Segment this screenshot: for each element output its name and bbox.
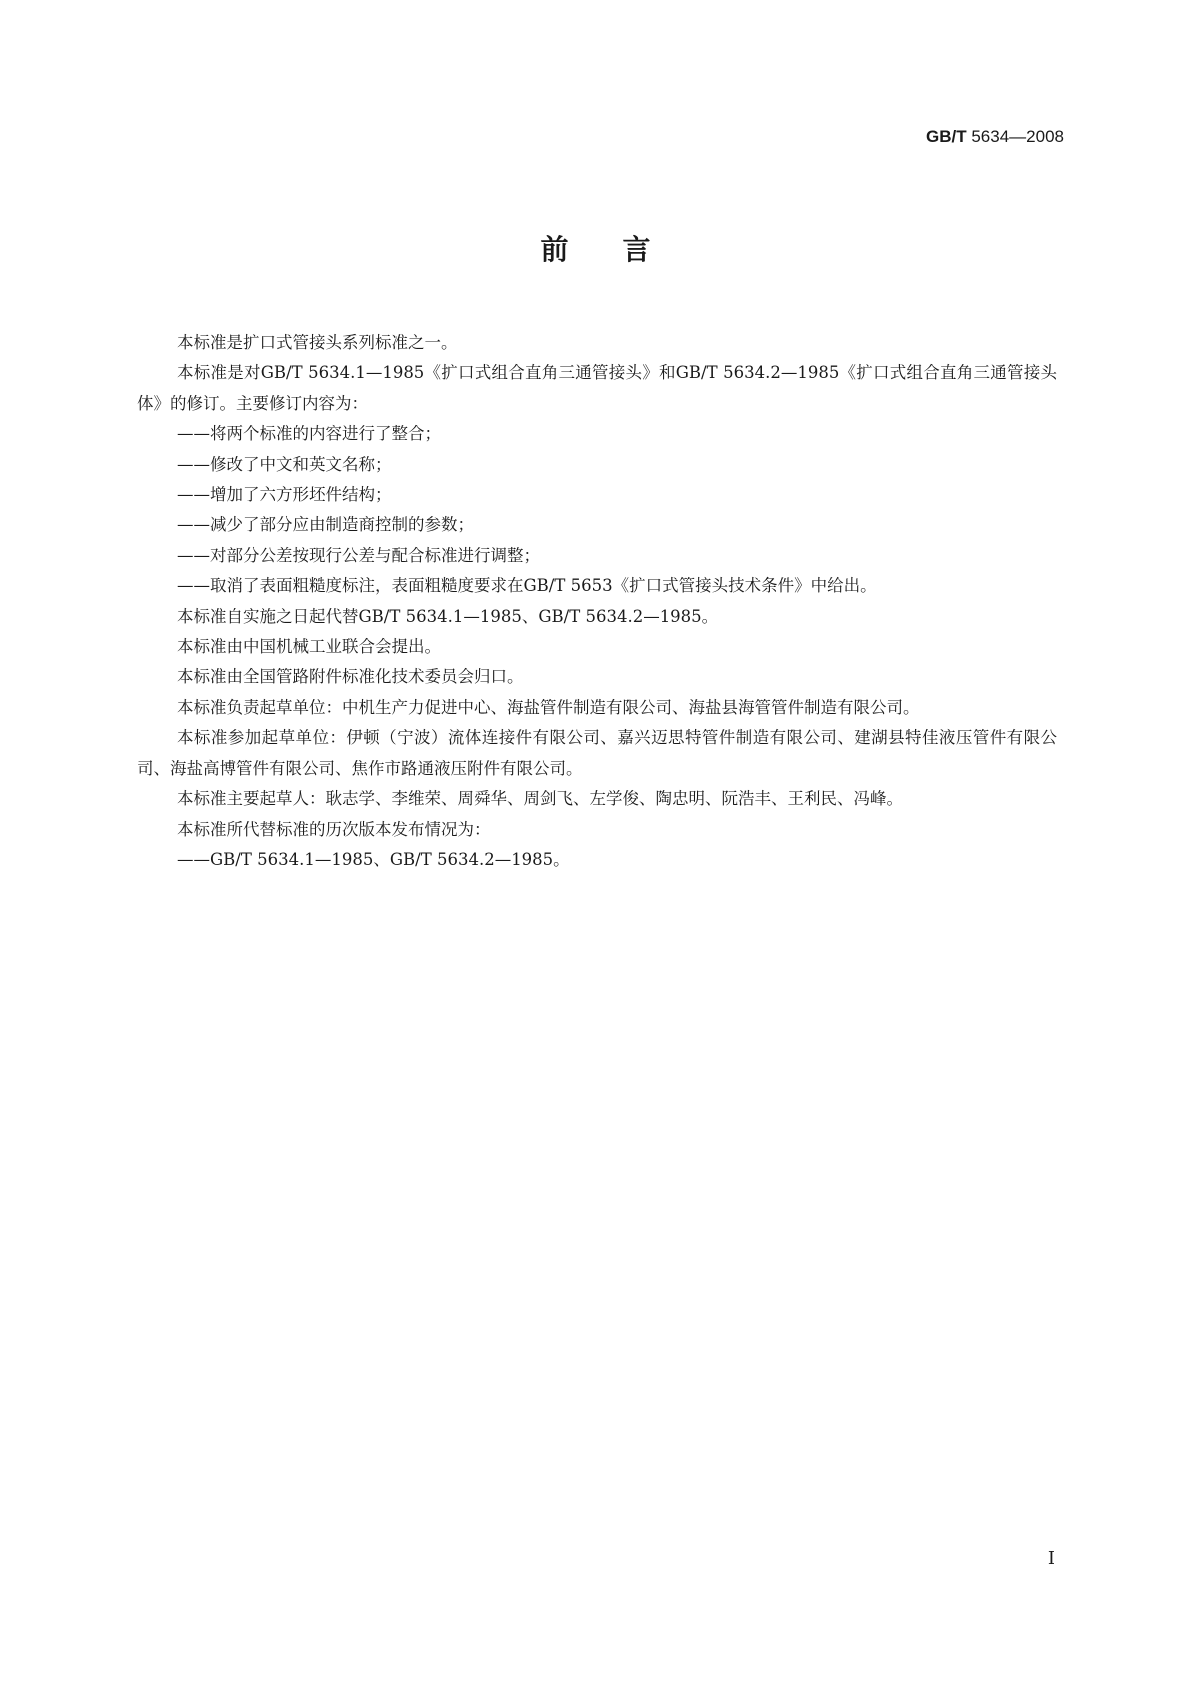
paragraph-version-history: 本标准所代替标准的历次版本发布情况为： [177, 819, 491, 839]
paragraph-participating-drafters: 本标准参加起草单位：伊顿（宁波）流体连接件有限公司、嘉兴迈思特管件制造有限公司、建湖县特佳液压管件有限公司、海盐高博管件有限公司、焦作市路通液压附件有限公司。 [137, 728, 1057, 778]
page-number: I [1047, 1548, 1055, 1569]
page-title: 前言 [540, 233, 705, 266]
paragraph-replacement: 本标准自实施之日起代替GB/T 5634.1—1985、GB/T 5634.2—1985。 [177, 606, 719, 626]
paragraph-lead-drafters: 本标准负责起草单位：中机生产力促进中心、海盐管件制造有限公司、海盐县海管管件制造有限公司。 [177, 697, 920, 717]
list-item-revision: ——将两个标准的内容进行了整合； [177, 424, 441, 444]
list-item-revision: ——取消了表面粗糙度标注，表面粗糙度要求在GB/T 5653《扩口式管接头技术条件》中给出。 [177, 576, 877, 596]
paragraph-series-intro: 本标准是扩口式管接头系列标准之一。 [177, 333, 458, 352]
list-item-revision: ——对部分公差按现行公差与配合标准进行调整； [177, 545, 540, 565]
standard-code-number: 5634—2008 [966, 127, 1064, 146]
paragraph-main-drafters: 本标准主要起草人：耿志学、李维荣、周舜华、周剑飞、左学俊、陶忠明、阮浩丰、王利民、冯峰。 [177, 789, 903, 809]
standard-code [926, 126, 1064, 148]
paragraph-revision-intro: 本标准是对GB/T 5634.1—1985《扩口式组合直角三通管接头》和GB/T 5634.2—1985《扩口式组合直角三通管接头体》的修订。主要修订内容为： [137, 363, 1057, 413]
list-item-revision: ——增加了六方形坯件结构； [177, 485, 392, 505]
list-item-revision: ——修改了中文和英文名称； [177, 454, 392, 474]
foreword-body [137, 328, 1057, 875]
list-item-previous-version: ——GB/T 5634.1—1985、GB/T 5634.2—1985。 [177, 849, 570, 869]
paragraph-proposer: 本标准由中国机械工业联合会提出。 [177, 637, 441, 657]
paragraph-technical-committee: 本标准由全国管路附件标准化技术委员会归口。 [177, 667, 524, 687]
list-item-revision: ——减少了部分应由制造商控制的参数； [177, 515, 474, 535]
standard-code-prefix: GB/T [926, 127, 967, 146]
